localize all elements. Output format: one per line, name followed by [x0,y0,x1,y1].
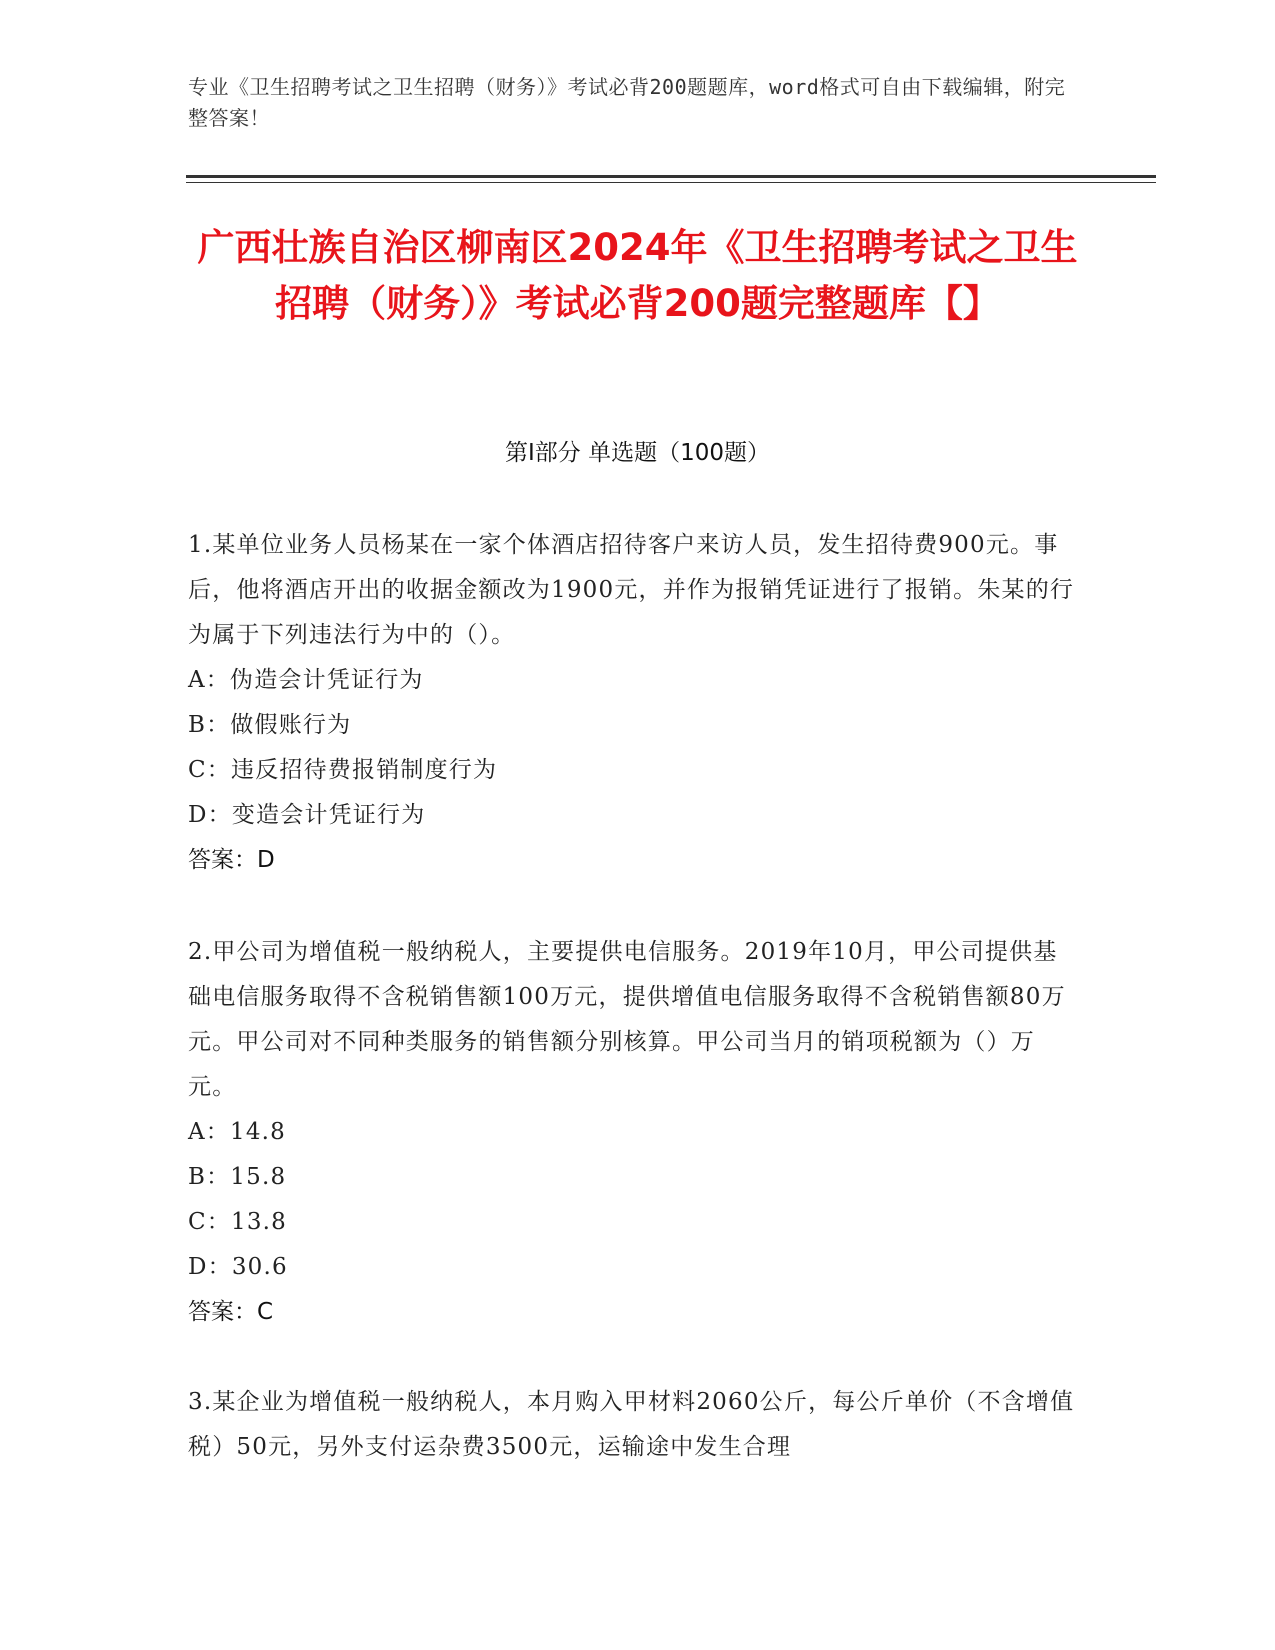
option-a: A：14.8 [188,1119,287,1145]
answer: 答案：C [188,1299,274,1325]
question-2 [188,930,1078,1335]
option-d: D：30.6 [188,1254,288,1280]
question-1 [188,523,1078,883]
option-b: B：15.8 [188,1164,287,1190]
header-divider-thin [186,182,1156,183]
header-note: 专业《卫生招聘考试之卫生招聘（财务）》考试必背200题题库，word格式可自由下载编辑，附完整答案！ [188,75,1066,130]
question-stem: 1.某单位业务人员杨某在一家个体酒店招待客户来访人员，发生招待费900元。事后，他将酒店开出的收据金额改为1900元，并作为报销凭证进行了报销。朱某的行为属于下列违法行为中的（）。 [188,532,1075,648]
question-3 [188,1380,1078,1470]
option-c: C：违反招待费报销制度行为 [188,757,498,783]
option-c: C：13.8 [188,1209,288,1235]
answer: 答案：D [188,847,275,873]
section-heading: 第Ⅰ部分 单选题（100题） [505,440,770,466]
option-d: D：变造会计凭证行为 [188,802,426,828]
question-stem: 2.甲公司为增值税一般纳税人，主要提供电信服务。2019年10月，甲公司提供基础电信服务取得不含税销售额100万元，提供增值电信服务取得不含税销售额80万元。甲公司对不同种类服务的销售额分别核算。甲公司当月的销项税额为（）万元。 [188,939,1066,1100]
option-b: B：做假账行为 [188,712,352,738]
option-a: A：伪造会计凭证行为 [188,667,424,693]
header-divider-thick [186,175,1156,178]
question-stem: 3.某企业为增值税一般纳税人，本月购入甲材料2060公斤，每公斤单价（不含增值税）50元，另外支付运杂费3500元，运输途中发生合理 [188,1389,1075,1460]
document-title: 广西壮族自治区柳南区2024年《卫生招聘考试之卫生招聘（财务）》考试必背200题完整题库【】 [197,226,1078,325]
